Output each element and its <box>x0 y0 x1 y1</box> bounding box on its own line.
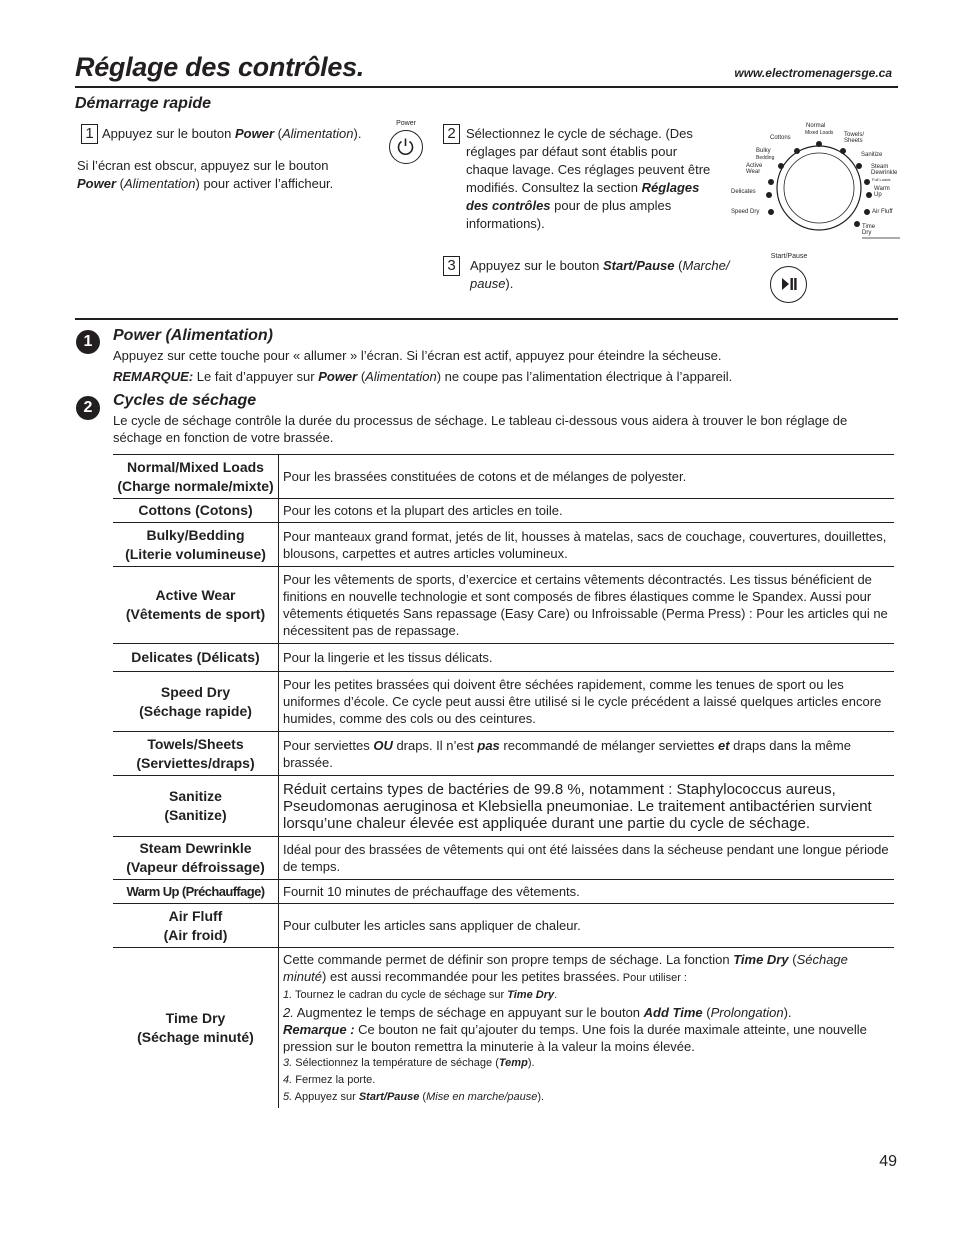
power-heading: Power (Alimentation) <box>113 327 274 344</box>
cycles-heading: Cycles de séchage <box>113 392 257 409</box>
cycle-name: Speed Dry (Séchage rapide) <box>113 672 279 732</box>
cycle-name: Delicates (Délicats) <box>113 644 279 672</box>
power-icon <box>390 131 421 162</box>
dial-label-bedding: Bedding <box>756 155 775 161</box>
start-pause-button[interactable] <box>770 266 807 303</box>
power-description: Appuyez sur cette touche pour « allumer » l’écran. Si l’écran est actif, appuyez pour éteindre la sécheuse. <box>113 348 722 363</box>
cycle-description: Pour les vêtements de sports, d’exercice et certains vêtements décontractés. Les tissus bénéficient de finitions en nouvelle technologie et sont composés de fibres élastiques comme le Spandex. Aussi pour vêtements étiquetés Sans repassage (Easy Care) ou Infroissable (Perma Press) : Pour les articles qui ne nécessitent pas de repassage. <box>279 567 895 644</box>
dial-label-warm-up: Warm Up <box>874 186 890 198</box>
section-1-bullet: 1 <box>76 330 100 354</box>
dial-label-delicates: Delicates <box>731 189 756 195</box>
dial-label-steam: Steam Dewrinkle <box>871 164 898 176</box>
cycle-description: Pour serviettes OU draps. Il n’est pas recommandé de mélanger serviettes et draps dans la même brassée. <box>279 732 895 776</box>
table-row <box>113 567 894 644</box>
table-row <box>113 455 894 499</box>
cycle-name: Towels/Sheets (Serviettes/draps) <box>113 732 279 776</box>
dial-label-active-wear: Active Wear <box>746 163 763 175</box>
quick-start-heading: Démarrage rapide <box>75 95 212 112</box>
step-3-text: Appuyez sur le bouton Start/Pause (Marche/ pause). <box>470 258 730 291</box>
cycle-name: Bulky/Bedding (Literie volumineuse) <box>113 523 279 567</box>
step-2-text: Sélectionnez le cycle de séchage. (Des réglages par défaut sont établis pour chaque lavage. Ces réglages peuvent être modifiés. Consultez la section Réglages des contrôles pour de plus amples informations). <box>466 126 711 231</box>
dial-label-time-dry: Time Dry <box>862 224 876 236</box>
section-rule <box>75 318 898 320</box>
table-row <box>113 904 894 948</box>
dial-label-normal: Normal <box>806 123 826 129</box>
cycle-description: Pour la lingerie et les tissus délicats. <box>279 644 895 672</box>
cycle-name: Warm Up (Préchauffage) <box>113 880 279 904</box>
step-3-number: 3 <box>443 256 460 276</box>
step-1-text: Appuyez sur le bouton Power (Alimentation). <box>102 126 362 141</box>
play-pause-icon <box>771 267 805 301</box>
table-row <box>113 523 894 567</box>
dial-label-bulky: Bulky <box>756 148 771 154</box>
table-row <box>113 776 894 837</box>
cycle-name: Normal/Mixed Loads (Charge normale/mixte) <box>113 455 279 499</box>
dial-label-towels: Towels/ Sheets <box>844 132 865 144</box>
cycle-description: Pour les petites brassées qui doivent être séchées rapidement, comme les tenues de sport ou les uniformes d’école. Ce cycle peut aussi être utilisé si le cycle précédent a laissé quelques articles encore humides, comme des cols ou des ceintures. <box>279 672 895 732</box>
cycle-description: Idéal pour des brassées de vêtements qui ont été laissées dans la sécheuse pendant une longue période de temps. <box>279 837 895 880</box>
dial-label-mixed: Mixed Loads <box>805 130 834 136</box>
power-button[interactable] <box>389 130 423 164</box>
dial-label-speed-dry: Speed Dry <box>731 209 760 215</box>
cycle-description: Cette commande permet de définir son propre temps de séchage. La fonction Time Dry (Séchage minuté) est aussi recommandée pour les petites brassées. Pour utiliser : 1. Tournez le cadran du cycle de séchage sur Time Dry. 2. Augmentez le temps de séchage en appuyant sur le bouton Add Time (Prolongation). Remarque : Ce bouton ne fait qu’ajouter du temps. Une fois la durée maximale atteinte, une nouvelle pression sur le bouton remettra la minuterie à la valeur la moins élevée. 3. Sélectionnez la température de séchage (Temp). 4. Fermez la porte. 5. Appuyez sur Start/Pause (Mise en marche/pause). <box>279 948 895 1109</box>
table-row <box>113 880 894 904</box>
power-remark: REMARQUE: Le fait d’appuyer sur Power (Alimentation) ne coupe pas l’alimentation électrique à l’appareil. <box>113 369 733 384</box>
website-url[interactable]: www.electromenagersge.ca <box>734 66 892 80</box>
dial-label-cottons: Cottons <box>770 135 791 141</box>
table-row <box>113 732 894 776</box>
header-rule <box>75 86 898 88</box>
cycle-name: Active Wear (Vêtements de sport) <box>113 567 279 644</box>
cycles-table <box>113 454 894 1108</box>
cycle-description: Fournit 10 minutes de préchauffage des vêtements. <box>279 880 895 904</box>
cycle-name: Steam Dewrinkle (Vapeur défroissage) <box>113 837 279 880</box>
cycle-dial-diagram <box>728 120 900 242</box>
table-row <box>113 644 894 672</box>
step-2-number: 2 <box>443 124 460 144</box>
dial-label-air-fluff: Air Fluff <box>872 209 893 215</box>
cycle-description: Pour les brassées constituées de cotons et de mélanges de polyester. <box>279 455 895 499</box>
cycle-name: Sanitize (Sanitize) <box>113 776 279 837</box>
step-1-number: 1 <box>81 124 98 144</box>
cycle-description: Pour culbuter les articles sans appliquer de chaleur. <box>279 904 895 948</box>
cycles-description: Le cycle de séchage contrôle la durée du processus de séchage. Le tableau ci-dessous vous aidera à trouver le bon réglage de séchage en fonction de votre brassée. <box>113 413 848 445</box>
cycle-description: Réduit certains types de bactéries de 99.8 %, notamment : Staphylococcus aureus, Pseudomonas aeruginosa et Klebsiella pneumoniae. Le traitement antibactérien survient lorsqu’une chaleur élevée est appliquée durant une partie du cycle de séchage. <box>279 776 895 837</box>
step-1-note: Si l’écran est obscur, appuyez sur le bouton Power (Alimentation) pour activer l’afficheur. <box>77 158 334 191</box>
start-pause-button-label: Start/Pause <box>770 253 808 260</box>
table-row <box>113 837 894 880</box>
page-title: Réglage des contrôles. <box>75 52 364 82</box>
section-2-bullet: 2 <box>76 396 100 420</box>
cycle-name: Air Fluff (Air froid) <box>113 904 279 948</box>
cycle-name: Time Dry (Séchage minuté) <box>113 948 279 1109</box>
dial-label-sanitize: Sanitize <box>861 152 883 158</box>
table-row <box>113 948 894 1109</box>
cycle-name: Cottons (Cotons) <box>113 499 279 523</box>
page-number: 49 <box>879 1153 897 1170</box>
cycle-description: Pour manteaux grand format, jetés de lit, housses à matelas, sacs de couchage, couvertures, douillettes, blousons, carpettes et autres articles volumineux. <box>279 523 895 567</box>
table-row <box>113 499 894 523</box>
power-button-label: Power <box>396 120 416 127</box>
cycle-description: Pour les cotons et la plupart des articles en toile. <box>279 499 895 523</box>
dial-label-full-loads: Full Loads <box>872 177 891 182</box>
table-row <box>113 672 894 732</box>
